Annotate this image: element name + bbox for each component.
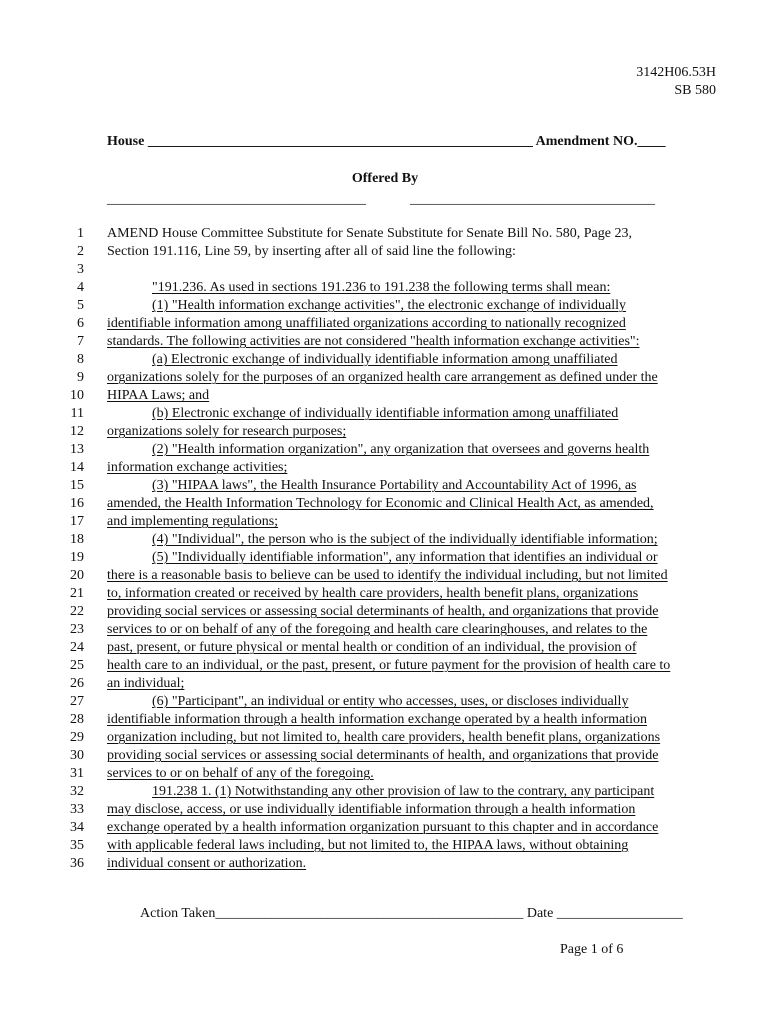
line-text: past, present, or future physical or mental health or condition of an individual, the provision of	[107, 640, 637, 655]
document-line	[0, 387, 770, 405]
page-number: Page 1 of 6	[560, 942, 624, 957]
line-number: 18	[70, 532, 84, 547]
line-text: (1) "Health information exchange activities", the electronic exchange of individually	[152, 298, 627, 313]
document-line	[0, 603, 770, 621]
document-line	[0, 549, 770, 567]
line-text: with applicable federal laws including, but not limited to, the HIPAA laws, without obtaining	[107, 838, 629, 853]
document-line	[0, 333, 770, 351]
house-label: House	[107, 134, 145, 149]
line-number: 29	[70, 730, 84, 745]
document-line	[0, 405, 770, 423]
bill-number: SB 580	[674, 83, 716, 98]
line-number: 12	[70, 424, 84, 439]
line-number: 35	[70, 838, 84, 853]
line-number: 20	[70, 568, 84, 583]
line-text: there is a reasonable basis to believe can be used to identify the individual including, but not limited	[107, 568, 668, 583]
line-number: 34	[70, 820, 84, 835]
line-text: standards. The following activities are not considered "health information exchange activities":	[107, 334, 640, 349]
line-number: 36	[70, 856, 84, 871]
line-number: 16	[70, 496, 84, 511]
offered-by-signature-lines	[107, 192, 655, 208]
document-line	[0, 477, 770, 495]
document-line	[0, 675, 770, 693]
line-number: 14	[70, 460, 84, 475]
line-text: 191.238 1. (1) Notwithstanding any other provision of law to the contrary, any participant	[152, 784, 655, 799]
document-line	[0, 621, 770, 639]
line-number: 23	[70, 622, 84, 637]
line-number: 33	[70, 802, 84, 817]
line-number: 27	[70, 694, 84, 709]
amendment-header	[107, 134, 665, 150]
line-text: services to or on behalf of any of the foregoing and health care clearinghouses, and relates to the	[107, 622, 648, 637]
line-number: 2	[77, 244, 84, 259]
document-line	[0, 351, 770, 369]
line-text: "191.236. As used in sections 191.236 to 191.238 the following terms shall mean:	[152, 280, 611, 295]
line-number: 7	[77, 334, 84, 349]
action-taken-label: Action Taken	[140, 906, 216, 921]
line-text: information exchange activities;	[107, 460, 288, 475]
line-number: 25	[70, 658, 84, 673]
document-line	[0, 441, 770, 459]
line-text: (4) "Individual", the person who is the subject of the individually identifiable information;	[152, 532, 658, 547]
line-number: 15	[70, 478, 84, 493]
document-line	[0, 243, 770, 261]
line-number: 31	[70, 766, 84, 781]
action-taken-line	[140, 906, 683, 922]
line-number: 30	[70, 748, 84, 763]
line-text: organizations solely for research purposes;	[107, 424, 347, 439]
amendment-body	[0, 225, 770, 873]
document-line	[0, 711, 770, 729]
signature-blank-right: ___________________________________	[410, 192, 655, 207]
document-line	[0, 855, 770, 873]
document-line	[0, 513, 770, 531]
line-text: to, information created or received by health care providers, health benefit plans, organizations	[107, 586, 639, 601]
line-text: (b) Electronic exchange of individually identifiable information among unaffiliated	[152, 406, 619, 421]
amendment-label: Amendment NO.	[535, 134, 638, 149]
line-number: 1	[77, 226, 84, 241]
document-line	[0, 783, 770, 801]
line-number: 26	[70, 676, 84, 691]
document-line	[0, 567, 770, 585]
line-number: 28	[70, 712, 84, 727]
line-number: 22	[70, 604, 84, 619]
amendment-blank: ____	[637, 134, 666, 149]
document-line	[0, 837, 770, 855]
document-line	[0, 693, 770, 711]
line-number: 13	[70, 442, 84, 457]
document-line	[0, 297, 770, 315]
line-text: (5) "Individually identifiable information", any information that identifies an individual or	[152, 550, 658, 565]
line-text: health care to an individual, or the past, present, or future payment for the provision of health care to	[107, 658, 671, 673]
line-text: amended, the Health Information Technology for Economic and Clinical Health Act, as amended,	[107, 496, 654, 511]
line-text: providing social services or assessing social determinants of health, and organizations that provide	[107, 604, 659, 619]
document-line	[0, 459, 770, 477]
document-line	[0, 369, 770, 387]
document-line	[0, 225, 770, 243]
line-number: 9	[77, 370, 84, 385]
document-line	[0, 315, 770, 333]
line-number: 17	[70, 514, 84, 529]
line-number: 4	[77, 280, 84, 295]
document-line	[0, 801, 770, 819]
line-text: (3) "HIPAA laws", the Health Insurance Portability and Accountability Act of 1996, as	[152, 478, 637, 493]
line-text: HIPAA Laws; and	[107, 388, 210, 403]
line-text: identifiable information through a health information exchange operated by a health information	[107, 712, 647, 727]
document-line	[0, 639, 770, 657]
line-text: identifiable information among unaffiliated organizations according to nationally recognized	[107, 316, 626, 331]
offered-by-label: Offered By	[351, 171, 419, 186]
signature-blank-left: _____________________________________	[107, 192, 366, 207]
line-text: organization including, but not limited to, health care providers, health benefit plans, organizations	[107, 730, 661, 745]
line-text: (6) "Participant", an individual or entity who accesses, uses, or discloses individually	[152, 694, 629, 709]
line-text: an individual;	[107, 676, 185, 691]
document-id	[636, 64, 716, 100]
line-number: 11	[70, 406, 84, 421]
document-line	[0, 819, 770, 837]
document-line	[0, 423, 770, 441]
date-blank: __________________	[556, 906, 683, 921]
document-line	[0, 261, 770, 279]
document-line	[0, 279, 770, 297]
document-line	[0, 765, 770, 783]
document-line	[0, 585, 770, 603]
line-text: may disclose, access, or use individually identifiable information through a health information	[107, 802, 636, 817]
action-taken-blank: ____________________________________________	[215, 906, 524, 921]
line-text: exchange operated by a health information organization pursuant to this chapter and in accordance	[107, 820, 659, 835]
document-code: 3142H06.53H	[636, 65, 716, 80]
line-text: services to or on behalf of any of the foregoing.	[107, 766, 374, 781]
line-number: 6	[77, 316, 84, 331]
line-number: 3	[77, 262, 84, 277]
line-number: 24	[70, 640, 84, 655]
line-text: AMEND House Committee Substitute for Senate Substitute for Senate Bill No. 580, Page 23,	[107, 226, 632, 241]
house-blank: _______________________________________________________	[147, 134, 533, 149]
line-text: providing social services or assessing social determinants of health, and organizations that provide	[107, 748, 659, 763]
line-text: Section 191.116, Line 59, by inserting after all of said line the following:	[107, 244, 516, 259]
document-line	[0, 729, 770, 747]
date-label: Date	[526, 906, 554, 921]
line-number: 5	[77, 298, 84, 313]
line-text: organizations solely for the purposes of an organized health care arrangement as defined under the	[107, 370, 658, 385]
line-number: 19	[70, 550, 84, 565]
line-number: 21	[70, 586, 84, 601]
document-line	[0, 657, 770, 675]
line-number: 32	[70, 784, 84, 799]
line-text: individual consent or authorization.	[107, 856, 307, 871]
line-text: (a) Electronic exchange of individually identifiable information among unaffiliated	[152, 352, 618, 367]
line-number: 10	[70, 388, 84, 403]
line-text: and implementing regulations;	[107, 514, 279, 529]
document-line	[0, 495, 770, 513]
line-number: 8	[77, 352, 84, 367]
document-line	[0, 531, 770, 549]
line-text: (2) "Health information organization", any organization that oversees and governs health	[152, 442, 650, 457]
document-line	[0, 747, 770, 765]
